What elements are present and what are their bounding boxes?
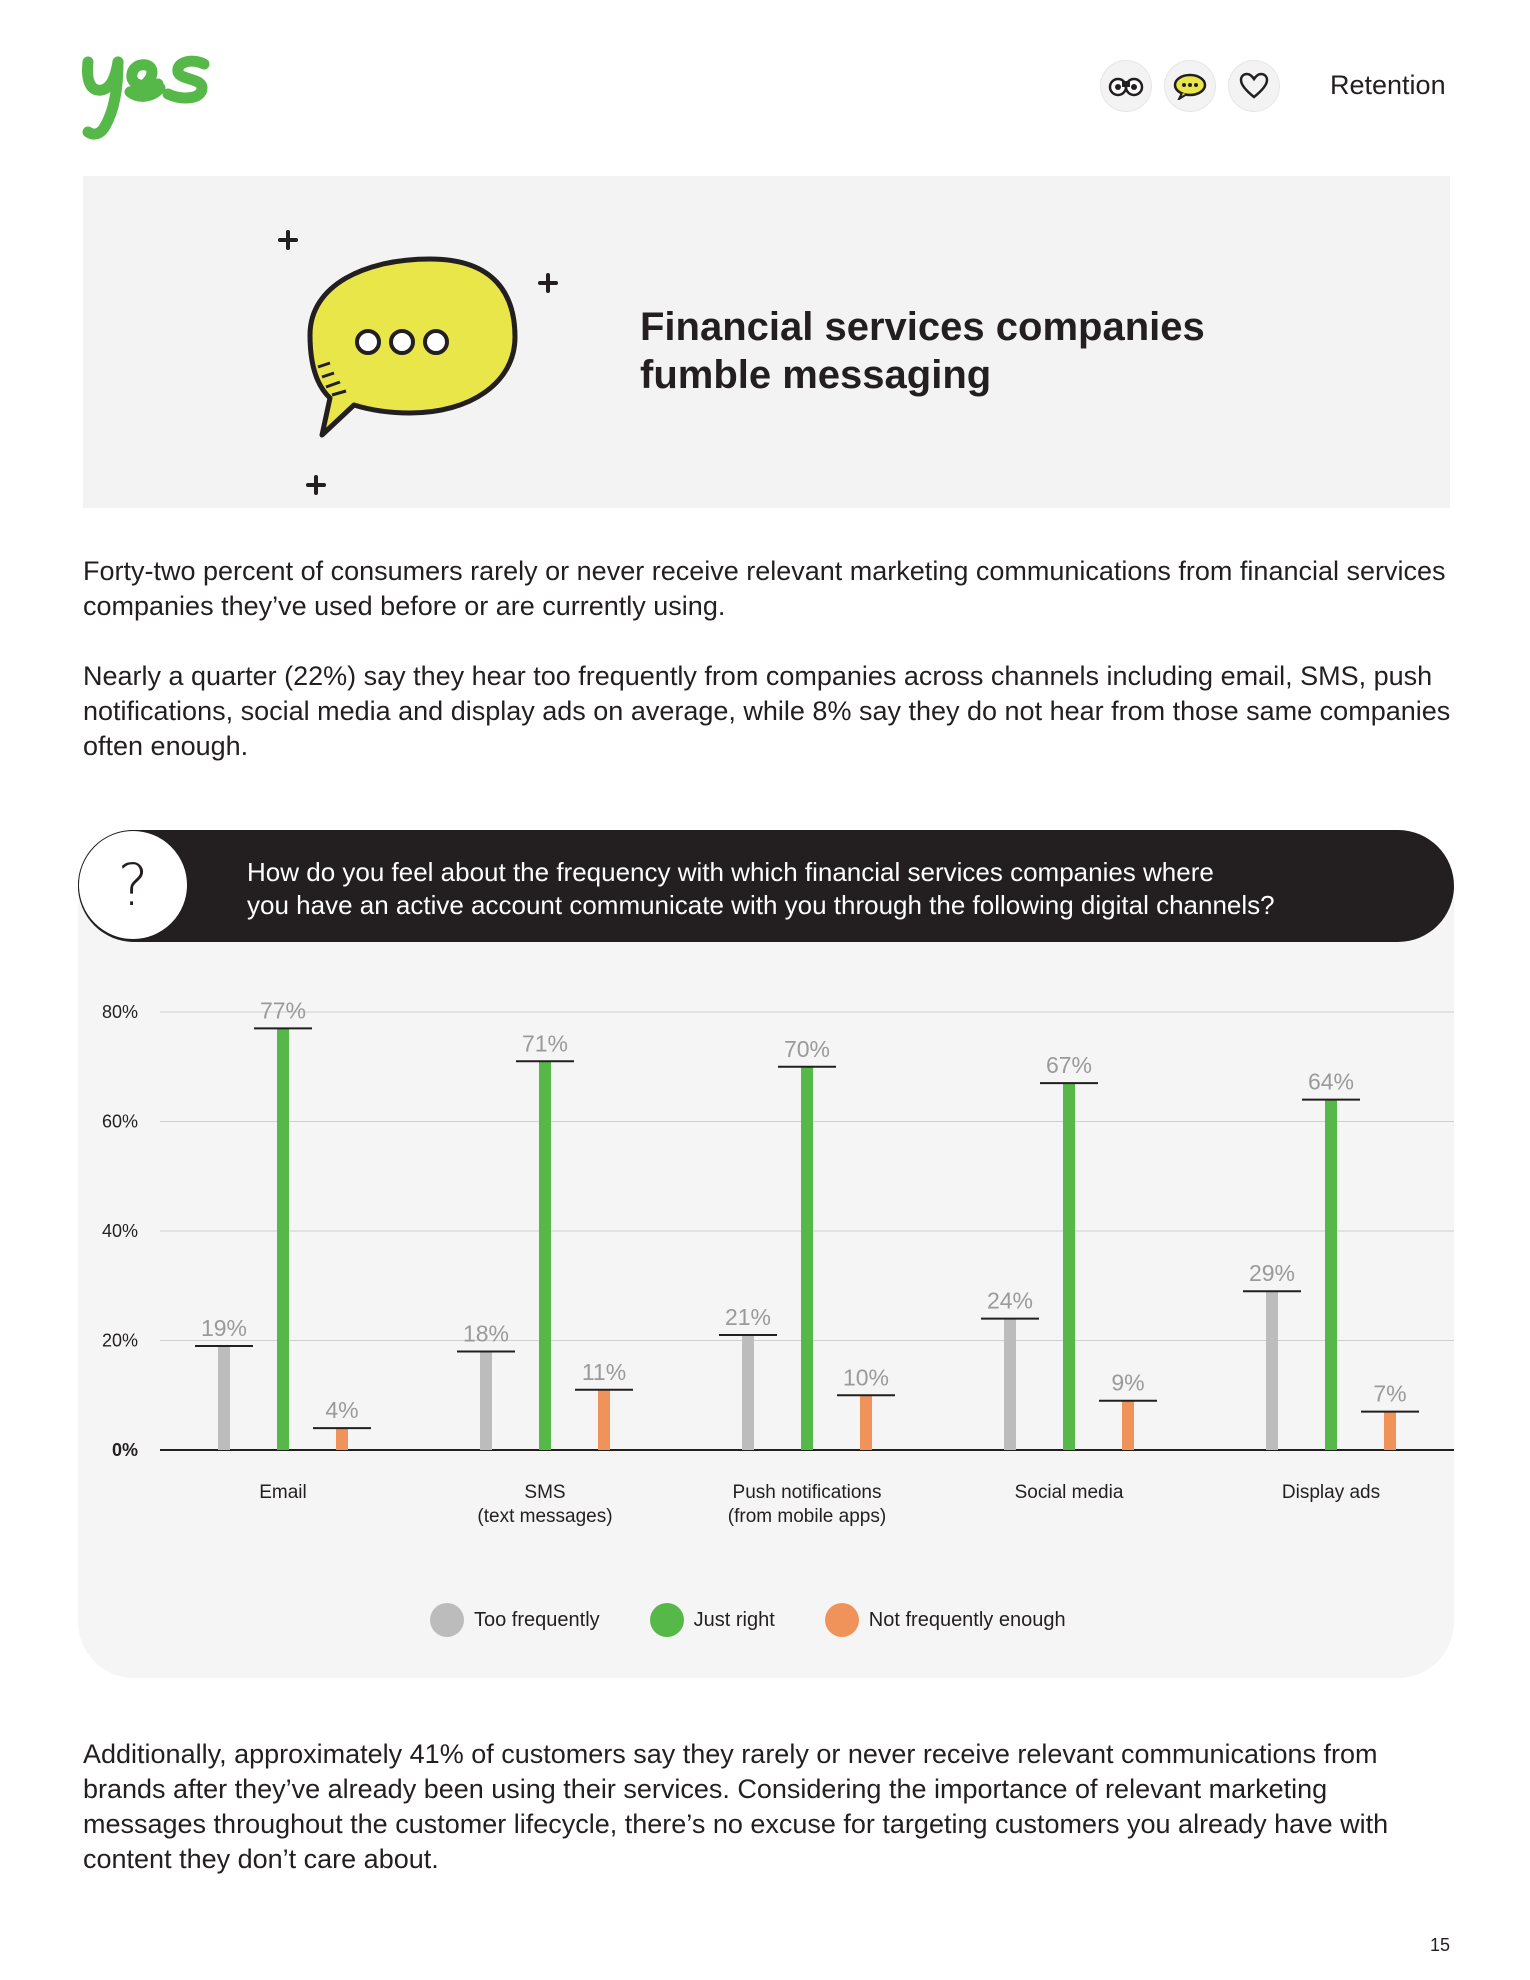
- legend-label: Not frequently enough: [868, 1608, 1066, 1631]
- title-line-1: Financial services companies: [640, 305, 1205, 349]
- title-line-2: fumble messaging: [640, 353, 992, 397]
- y-tick-label: 80%: [101, 1002, 138, 1022]
- legend-swatch-gray: [430, 1603, 464, 1637]
- question-line-1: How do you feel about the frequency with which financial services companies where: [247, 857, 1214, 887]
- category-label: Display ads: [1281, 1482, 1381, 1503]
- category-label: Email: [259, 1482, 307, 1503]
- data-label: 64%: [1307, 1068, 1355, 1095]
- bar: [1384, 1412, 1396, 1450]
- question-mark-icon: ?: [78, 830, 188, 940]
- yes-logo: [80, 50, 215, 142]
- y-tick-label: 40%: [101, 1221, 138, 1241]
- data-label: 71%: [521, 1030, 569, 1057]
- bar: [1004, 1319, 1016, 1450]
- data-label: 4%: [325, 1397, 359, 1424]
- legend-swatch-green: [650, 1603, 684, 1637]
- chat-bubble-icon: [270, 215, 570, 505]
- y-tick-label: 0%: [111, 1440, 138, 1460]
- bar: [742, 1335, 754, 1450]
- category-label: (text messages): [477, 1506, 613, 1527]
- question-text: [247, 856, 1397, 922]
- legend-swatch-orange: [825, 1603, 859, 1637]
- page-title: [640, 303, 1205, 399]
- category-label: SMS: [524, 1482, 566, 1503]
- data-label: 11%: [581, 1358, 627, 1385]
- data-label: 18%: [462, 1320, 510, 1347]
- bar: [1063, 1083, 1075, 1450]
- binoculars-icon: [1100, 60, 1152, 112]
- bar: [1325, 1100, 1337, 1450]
- data-label: 7%: [1373, 1380, 1407, 1407]
- data-label: 67%: [1045, 1052, 1093, 1079]
- bar-chart: [78, 960, 1458, 1540]
- bar: [539, 1061, 551, 1450]
- header-icon-group: [1100, 60, 1280, 112]
- data-label: 29%: [1248, 1260, 1296, 1287]
- page-number: 15: [1429, 1935, 1450, 1955]
- category-label: (from mobile apps): [727, 1506, 887, 1527]
- question-line-2: you have an active account communicate with you through the following digital channels?: [247, 890, 1275, 920]
- bar: [336, 1428, 348, 1450]
- section-label: Retention: [1330, 70, 1446, 100]
- legend-item-too-frequently: [430, 1603, 600, 1637]
- intro-paragraph-1: Forty-two percent of consumers rarely or never receive relevant marketing communications from financial services companies they’ve used before or are currently using.: [83, 556, 1446, 621]
- legend-label: Just right: [693, 1608, 775, 1631]
- data-label: 9%: [1111, 1369, 1145, 1396]
- legend-item-just-right: [650, 1603, 775, 1637]
- heart-icon: [1228, 60, 1280, 112]
- chart-legend: [430, 1603, 1116, 1637]
- speech-bubble-icon: [1164, 60, 1216, 112]
- bar: [218, 1346, 230, 1450]
- bar: [801, 1067, 813, 1450]
- data-label: 19%: [200, 1314, 248, 1341]
- data-label: 77%: [259, 997, 307, 1024]
- bar: [1266, 1291, 1278, 1450]
- data-label: 21%: [724, 1304, 772, 1331]
- bar: [277, 1028, 289, 1450]
- bar: [1122, 1401, 1134, 1450]
- data-label: 10%: [842, 1364, 890, 1391]
- y-tick-label: 20%: [101, 1330, 138, 1351]
- data-label: 70%: [783, 1035, 831, 1062]
- legend-label: Too frequently: [474, 1608, 600, 1631]
- data-label: 24%: [986, 1287, 1034, 1314]
- bar: [480, 1351, 492, 1450]
- y-tick-label: 60%: [101, 1111, 138, 1132]
- legend-item-not-frequently-enough: [825, 1603, 1066, 1637]
- intro-paragraph-2: Nearly a quarter (22%) say they hear too frequently from companies across channels including email, SMS, push notifications, social media and display ads on average, while 8% say they do not hear from those same companies often enough.: [83, 661, 1451, 761]
- outro-paragraph: Additionally, approximately 41% of customers say they rarely or never receive relevant communications from brands after they’ve already been using their services. Considering the importance of relevant marketing messages throughout the customer lifecycle, there’s no excuse for targeting customers you already have with content they don’t care about.: [83, 1739, 1389, 1874]
- bar: [860, 1395, 872, 1450]
- category-label: Push notifications: [732, 1482, 882, 1503]
- category-label: Social media: [1014, 1482, 1124, 1503]
- bar: [598, 1390, 610, 1450]
- svg-text:yes: yes: [80, 50, 82, 51]
